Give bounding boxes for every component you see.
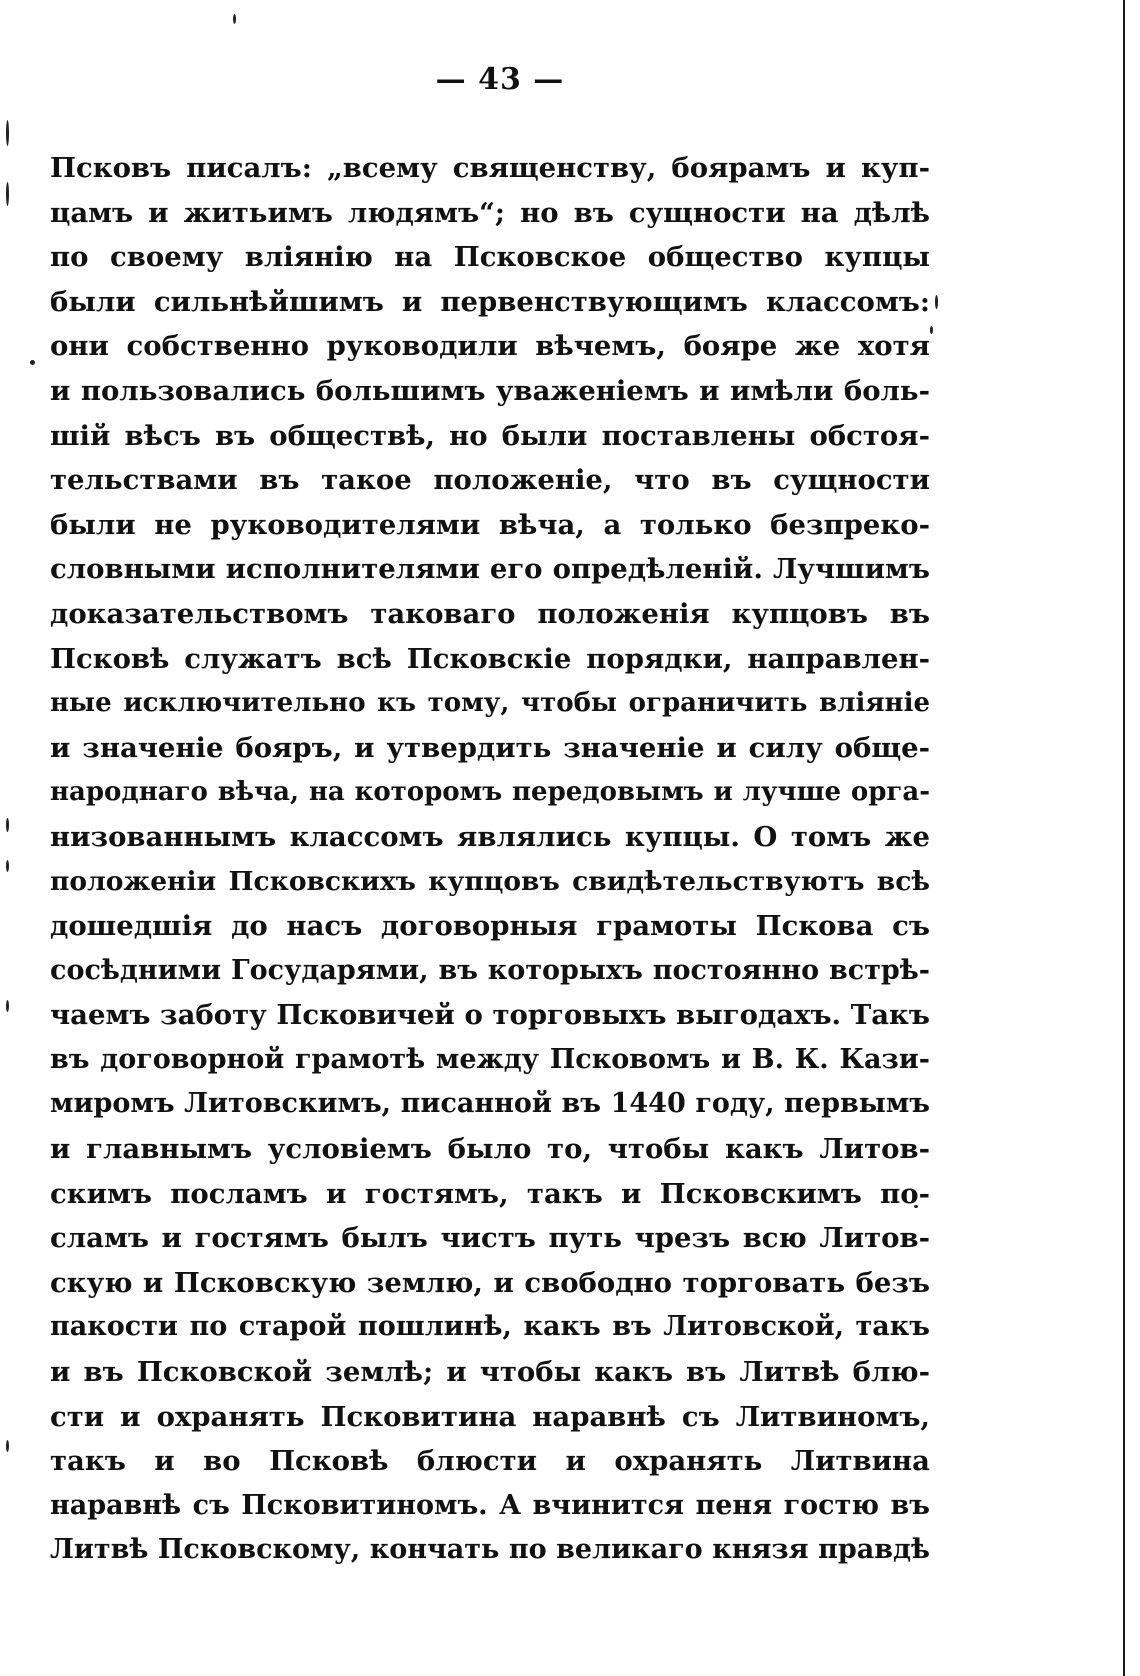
text-line: были сильнѣйшимъ и первенствующимъ классомъ: (50, 285, 930, 318)
body-text (50, 146, 930, 1573)
text-line: Литвѣ Псковскому, кончать по великаго князя правдѣ (50, 1534, 930, 1566)
text-line: народнаго вѣча, на которомъ передовымъ и лучше орга- (50, 777, 930, 808)
page-edge-line (1123, 0, 1125, 1676)
print-speck (6, 1440, 9, 1452)
print-speck (6, 1000, 9, 1012)
text-line: ные исключительно къ тому, чтобы ограничить вліяніе (50, 688, 930, 719)
text-line: Псковѣ служатъ всѣ Псковскіе порядки, направлен- (50, 642, 930, 675)
text-line: такъ и во Псковѣ блюсти и охранять Литвина (50, 1445, 930, 1478)
text-line: словными исполнителями его опредѣленій. Лучшимъ (50, 553, 930, 586)
text-line: доказательствомъ таковаго положенія купцовъ въ (50, 597, 930, 630)
text-line: были не руководителями вѣча, а только безпреко- (50, 508, 930, 541)
text-line: Псковъ писалъ: „всему священству, боярамъ и куп- (50, 152, 930, 184)
text-line: миромъ Литовскимъ, писанной въ 1440 году, первымъ (50, 1088, 930, 1120)
text-line: и главнымъ условіемъ было то, чтобы какъ Литов- (50, 1133, 930, 1166)
print-speck (30, 360, 35, 365)
text-line: сосѣдними Государями, въ которыхъ постоянно встрѣ- (50, 954, 930, 986)
page-number: — 43 — (435, 62, 565, 97)
text-line: скимъ посламъ и гостямъ, такъ и Псковскимъ по- (50, 1177, 930, 1210)
text-line: цамъ и житьимъ людямъ“; но въ сущности на дѣлѣ (50, 196, 930, 229)
print-speck (935, 295, 938, 309)
print-speck (6, 860, 9, 872)
text-line: и значеніе бояръ, и утвердить значеніе и силу обще- (50, 731, 930, 764)
text-line: чаемъ заботу Псковичей о торговыхъ выгодахъ. Такъ (50, 999, 930, 1032)
text-line: сти и охранять Псковитина наравнѣ съ Литвиномъ, (50, 1400, 930, 1433)
text-line: дошедшія до насъ договорныя грамоты Пскова съ (50, 910, 930, 943)
print-speck (6, 120, 9, 146)
text-line: они собственно руководили вѣчемъ, бояре же хотя (50, 330, 930, 363)
text-line: по своему вліянію на Псковское общество купцы (50, 241, 930, 274)
print-speck (6, 818, 9, 832)
text-line: положеніи Псковскихъ купцовъ свидѣтельствуютъ всѣ (50, 865, 930, 897)
text-line: сламъ и гостямъ былъ чистъ путь чрезъ всю Литов- (50, 1222, 930, 1255)
print-speck (930, 326, 933, 334)
print-speck (233, 14, 236, 24)
text-line: въ договорной грамотѣ между Псковомъ и В. К. Кази- (50, 1043, 930, 1075)
text-line: низованнымъ классомъ являлись купцы. О томъ же (50, 820, 930, 853)
text-line: наравнѣ съ Псковитиномъ. А вчинится пеня гостю въ (50, 1489, 930, 1521)
text-line: и въ Псковской землѣ; и чтобы какъ въ Литвѣ блю- (50, 1356, 930, 1389)
print-speck (6, 182, 9, 206)
text-line: и пользовались большимъ уваженіемъ и имѣли боль- (50, 374, 930, 407)
text-line: скую и Псковскую землю, и свободно торговать безъ (50, 1266, 930, 1299)
text-line: пакости по старой пошлинѣ, какъ въ Литовской, такъ (50, 1311, 930, 1343)
text-line: тельствами въ такое положеніе, что въ сущности (50, 464, 930, 497)
text-line: шій вѣсъ въ обществѣ, но были поставлены обстоя- (50, 419, 930, 452)
